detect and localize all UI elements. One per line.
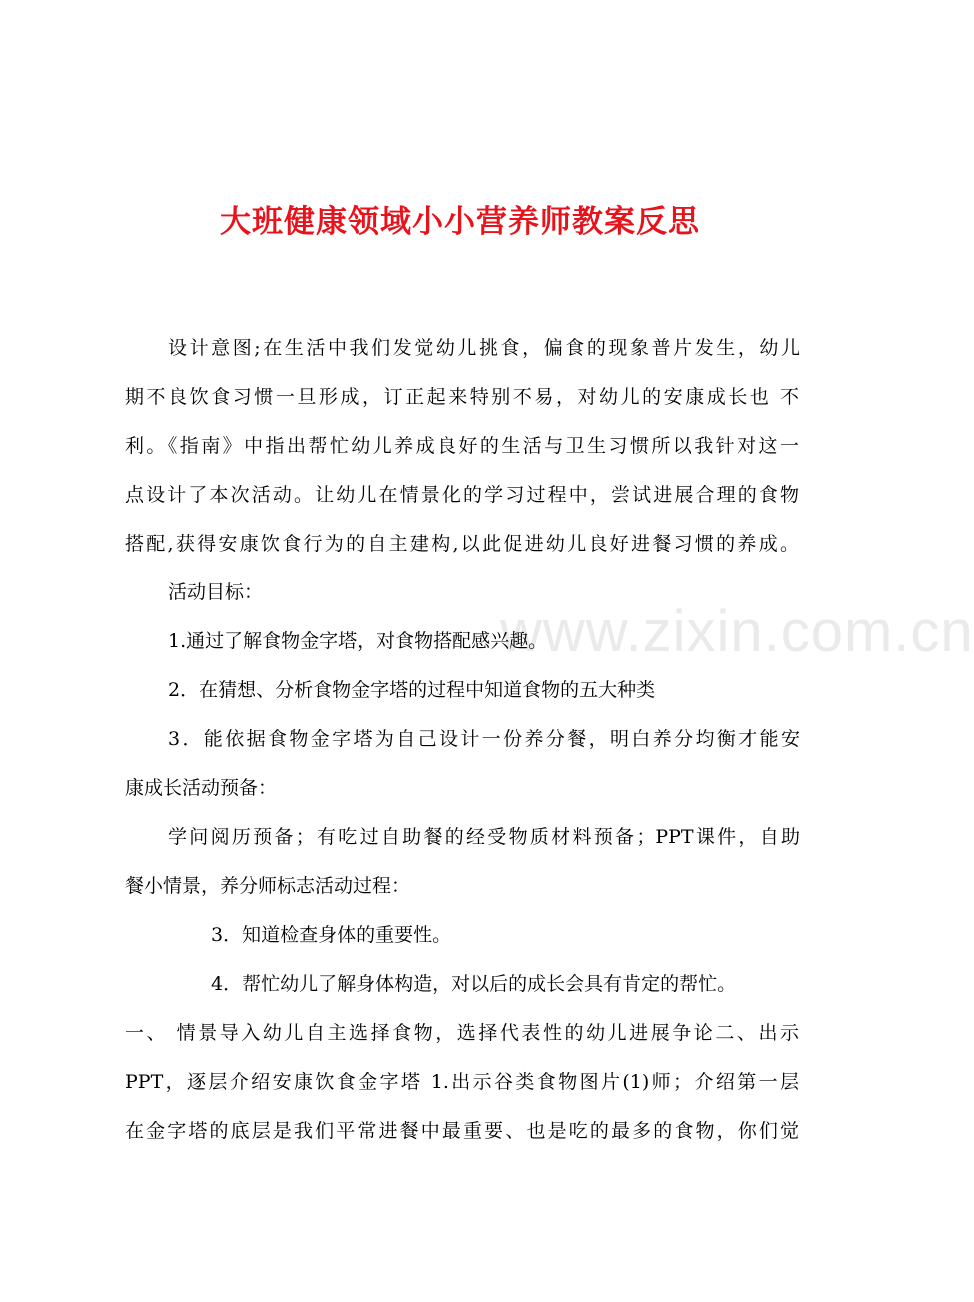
- paragraph-line: 学问阅历预备；有吃过自助餐的经受物质材料预备；PPT课件，自助: [168, 826, 800, 848]
- objective-item: 3．能依据食物金字塔为自己设计一份养分餐，明白养分均衡才能安: [168, 728, 800, 750]
- paragraph-line: 一、 情景导入幼儿自主选择食物，选择代表性的幼儿进展争论二、出示: [125, 1022, 799, 1044]
- paragraph-line: 设计意图;在生活中我们发觉幼儿挑食，偏食的现象普片发生，幼儿: [168, 337, 800, 359]
- list-item: 4．帮忙幼儿了解身体构造，对以后的成长会具有肯定的帮忙。: [211, 973, 737, 995]
- watermark: www.zixin.com.cn: [500, 599, 974, 664]
- paragraph-line: 期不良饮食习惯一旦形成，订正起来特别不易，对幼儿的安康成长也 不: [125, 386, 799, 408]
- paragraph-line: 点设计了本次活动。让幼儿在情景化的学习过程中，尝试进展合理的食物: [125, 484, 799, 506]
- paragraph-line: 餐小情景，养分师标志活动过程：: [125, 875, 411, 897]
- section-heading: 活动目标：: [168, 581, 264, 603]
- objective-item: 1.通过了解食物金字塔，对食物搭配感兴趣。: [168, 630, 548, 652]
- paragraph-line: 利。《指南》中指出帮忙幼儿养成良好的生活与卫生习惯所以我针对这一: [125, 435, 799, 457]
- list-item: 3．知道检查身体的重要性。: [211, 924, 452, 946]
- objective-item: 2．在猜想、分析食物金字塔的过程中知道食物的五大种类: [168, 679, 656, 701]
- paragraph-line: PPT，逐层介绍安康饮食金字塔 1.出示谷类食物图片(1)师；介绍第一层: [125, 1071, 799, 1093]
- paragraph-line: 在金字塔的底层是我们平常进餐中最重要、也是吃的最多的食物，你们觉: [125, 1120, 799, 1142]
- document-title: 大班健康领域小小营养师教案反思: [220, 204, 700, 240]
- paragraph-line: 康成长活动预备：: [125, 777, 278, 799]
- paragraph-line: 搭配,获得安康饮食行为的自主建构,以此促进幼儿良好进餐习惯的养成。: [125, 533, 799, 555]
